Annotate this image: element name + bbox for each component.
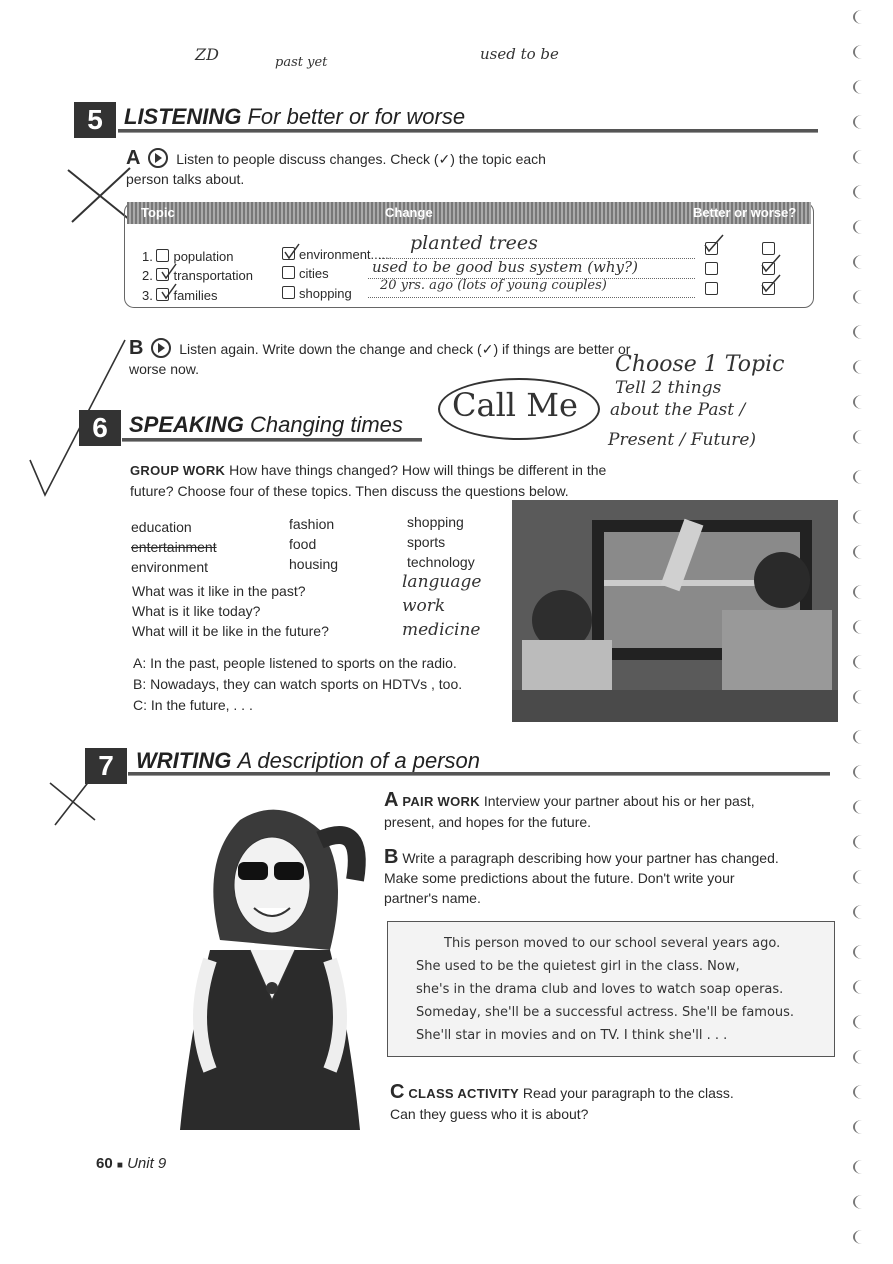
section-7-title (136, 748, 480, 774)
header-topic: Topic (141, 205, 175, 220)
listening-b-instruction (129, 338, 630, 379)
part-a-text-2: person talks about. (126, 171, 245, 187)
cross-mark-icon (45, 775, 105, 830)
topic-option: cities (299, 266, 329, 281)
header-change: Change (385, 205, 433, 220)
section-5-heading: LISTENING (124, 104, 242, 129)
class-activity-instruction (390, 1082, 734, 1124)
discussion-questions (132, 581, 329, 641)
dialog-line: B: Nowadays, they can watch sports on HDTVs , too. (133, 676, 463, 692)
section-7-rule (128, 772, 830, 776)
handwritten-note: about the Past / (610, 400, 746, 420)
topic-option: environment (299, 247, 371, 262)
group-work-text-2: future? Choose four of these topics. Then discuss the questions below. (130, 483, 569, 499)
checkmark-icon (762, 255, 780, 271)
section-5-subtitle: For better or for worse (247, 104, 466, 129)
sample-line: Someday, she'll be a successful actress. She'll be famous. (416, 1005, 795, 1020)
woman-illustration (150, 800, 375, 1130)
checkmark-icon (705, 235, 723, 251)
part-a-text-1: Listen to people discuss changes. Check (✓) the topic each (176, 151, 546, 167)
handwritten-change: used to be good bus system (why?) (372, 258, 638, 276)
page-footer: 60 ■ Unit 9 (96, 1155, 167, 1172)
tv-watching-photo (512, 500, 838, 722)
handwritten-topic: language (402, 572, 482, 592)
part-b-letter: B (129, 337, 144, 359)
sample-paragraph (416, 932, 794, 1047)
topic-item: food (289, 536, 317, 552)
topic-column-1 (131, 517, 217, 577)
handwritten-note: Present / Future) (608, 430, 757, 450)
handwritten-topic: medicine (402, 620, 481, 640)
topic-option: transportation (173, 268, 253, 283)
topic-item: housing (289, 556, 339, 572)
section-6-number: 6 (79, 410, 121, 446)
topic-option: shopping (299, 286, 352, 301)
topic-item: shopping (407, 514, 464, 530)
header-better-worse: Better or worse? (693, 205, 797, 220)
topic-column-2 (289, 514, 338, 574)
sample-line: This person moved to our school several years ago. (444, 936, 781, 951)
page-number: 60 (96, 1155, 113, 1172)
sample-line: she's in the drama club and loves to watch soap operas. (416, 982, 784, 997)
example-dialog (133, 653, 462, 716)
writing-b-text-3: partner's name. (384, 890, 481, 906)
pair-work-text-1: Interview your partner about his or her past, (483, 793, 755, 809)
writing-b-text-1: Write a paragraph describing how your partner has changed. (402, 850, 779, 866)
call-me-note: Call Me (452, 386, 578, 424)
part-a-letter: A (126, 147, 141, 169)
row-number: 2. (142, 268, 153, 283)
dialog-line: C: In the future, . . . (133, 697, 253, 713)
topic-option: families (173, 288, 218, 303)
writing-b-instruction (384, 847, 779, 908)
checkmark-icon (162, 284, 176, 298)
section-5-number: 5 (74, 102, 116, 138)
section-6-rule (122, 438, 422, 442)
row-number: 1. (142, 249, 153, 264)
part-b-text-2: worse now. (129, 361, 200, 377)
handwritten-extra-topics (402, 570, 481, 642)
handwritten-note: Tell 2 things (615, 378, 722, 398)
part-a-letter: A (384, 789, 399, 811)
topic-item: sports (407, 534, 446, 550)
top-note-left: ZD (195, 45, 219, 64)
unit-label: Unit 9 (127, 1155, 167, 1172)
photo-illustration (512, 500, 838, 722)
pair-work-instruction (384, 790, 755, 832)
question-item: What was it like in the past? (132, 583, 306, 599)
handwritten-note: Choose 1 Topic (615, 352, 785, 377)
pair-work-label: PAIR WORK (402, 794, 480, 809)
sample-line: She'll star in movies and on TV. I think she'll . . . (416, 1028, 728, 1043)
checkmark-icon (285, 244, 299, 258)
audio-play-icon[interactable] (151, 338, 171, 358)
handwritten-change: 20 yrs. ago (lots of young couples) (380, 278, 607, 293)
question-item: What is it like today? (132, 603, 261, 619)
part-b-letter: B (384, 846, 399, 868)
section-7-heading: WRITING (136, 748, 232, 773)
check-marks (0, 0, 893, 330)
sample-paragraph-box (387, 921, 835, 1057)
section-7-number: 7 (85, 748, 127, 784)
topic-item: entertainment (131, 539, 217, 555)
section-7-subtitle: A description of a person (237, 748, 481, 773)
section-6-subtitle: Changing times (250, 412, 403, 437)
row-dots: ...... (370, 247, 393, 262)
topic-item: fashion (289, 516, 335, 532)
writing-b-text-2: Make some predictions about the future. Don't write your (384, 870, 735, 886)
pair-work-text-2: present, and hopes for the future. (384, 814, 592, 830)
group-work-instruction (130, 460, 606, 501)
handwritten-topic: work (402, 596, 446, 616)
dialog-line: A: In the past, people listened to sports on the radio. (133, 655, 457, 671)
group-work-label: GROUP WORK (130, 463, 226, 478)
class-activity-label: CLASS ACTIVITY (408, 1086, 519, 1101)
part-c-letter: C (390, 1081, 405, 1103)
checkmark-icon (162, 264, 176, 278)
part-b-text-1: Listen again. Write down the change and check (✓) if things are better or (179, 341, 631, 357)
handwritten-change: planted trees (410, 232, 538, 254)
class-activity-text-2: Can they guess who it is about? (390, 1106, 589, 1122)
checkmark-icon (762, 275, 780, 291)
sample-line: She used to be the quietest girl in the class. Now, (416, 959, 740, 974)
topic-item: education (131, 519, 192, 535)
section-6-heading: SPEAKING (129, 412, 244, 437)
section-6-title (129, 412, 403, 438)
topic-item: technology (407, 554, 475, 570)
topic-item: environment (131, 559, 209, 575)
top-note-right: used to be (480, 45, 559, 63)
top-note-mid: past yet (275, 55, 328, 70)
topic-option: population (173, 249, 234, 264)
row-number: 3. (142, 288, 153, 303)
question-item: What will it be like in the future? (132, 623, 329, 639)
topic-column-3 (407, 512, 475, 572)
group-work-text-1: How have things changed? How will things be different in the (229, 462, 607, 478)
class-activity-text-1: Read your paragraph to the class. (522, 1085, 734, 1101)
